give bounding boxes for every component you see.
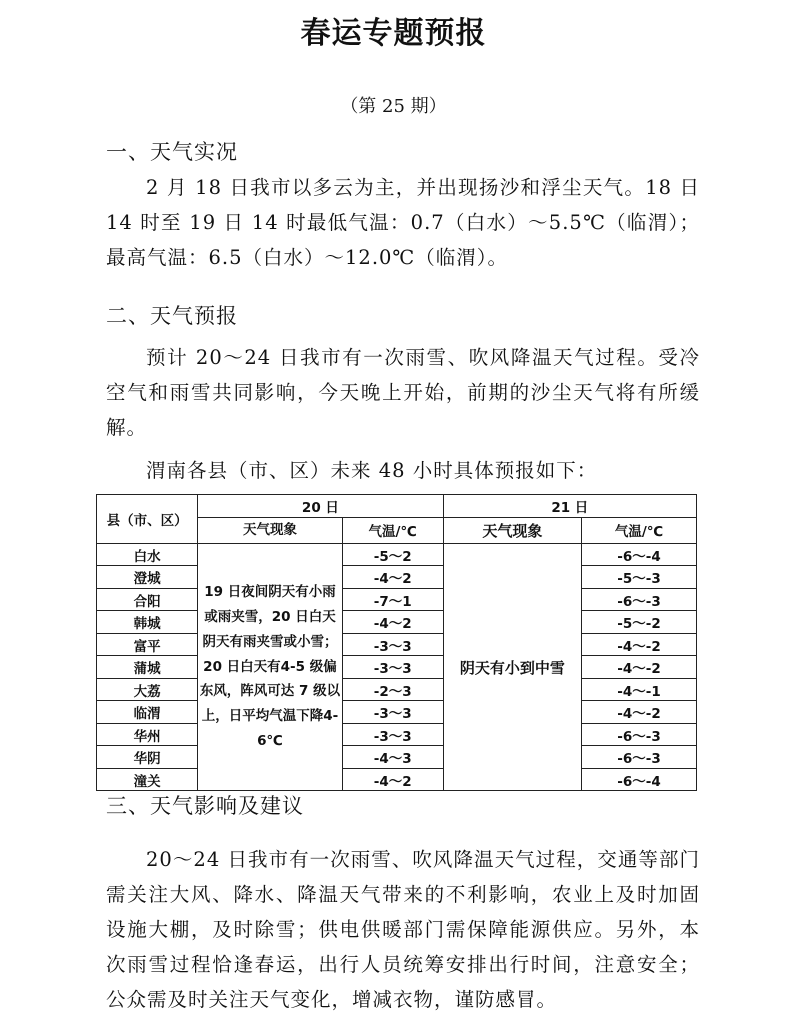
day1-temp-cell: -3～3: [342, 701, 443, 724]
county-header: 县（市、区）: [97, 495, 198, 544]
county-cell: 合阳: [97, 588, 198, 611]
table-row: [97, 701, 697, 724]
county-cell: 华阴: [97, 746, 198, 769]
advice-paragraph: 20～24 日我市有一次雨雪、吹风降温天气过程，交通等部门需关注大风、降水、降温天气带来的不利影响，农业上及时加固设施大棚，及时除雪；供电供暖部门需保障能源供应。另外，本次雨雪过程恰逢春运，出行人员统筹安排出行时间，注意安全；公众需及时关注天气变化，增减衣物，谨防感冒。: [106, 848, 700, 1011]
day2-temp-header: 气温/℃: [582, 518, 697, 544]
day2-phenomenon-header: 天气现象: [443, 518, 581, 544]
table-row: [97, 656, 697, 679]
day1-temp-header: 气温/℃: [342, 518, 443, 544]
day2-temp-cell: -6～-4: [582, 768, 697, 791]
day2-temp-cell: -4～-2: [582, 656, 697, 679]
day1-temp-cell: -3～3: [342, 656, 443, 679]
day1-temp-cell: -4～3: [342, 746, 443, 769]
table-intro: 渭南各县（市、区）未来 48 小时具体预报如下：: [146, 459, 598, 482]
county-cell: 潼关: [97, 768, 198, 791]
table-row: [97, 723, 697, 746]
day1-temp-cell: -4～2: [342, 768, 443, 791]
section-heading-advice: 三、天气影响及建议: [106, 794, 304, 818]
county-cell: 蒲城: [97, 656, 198, 679]
table-row: [97, 678, 697, 701]
day1-temp-cell: -4～2: [342, 566, 443, 589]
day1-header: 20 日: [198, 495, 443, 518]
day2-temp-cell: -6～-4: [582, 543, 697, 566]
day2-temp-cell: -6～-3: [582, 723, 697, 746]
county-cell: 白水: [97, 543, 198, 566]
section-heading-observations: 一、天气实况: [106, 140, 238, 164]
day2-temp-cell: -6～-3: [582, 588, 697, 611]
county-cell: 临渭: [97, 701, 198, 724]
table-row: [97, 588, 697, 611]
day2-header: 21 日: [443, 495, 696, 518]
county-cell: 华州: [97, 723, 198, 746]
forecast-paragraph: 预计 20～24 日我市有一次雨雪、吹风降温天气过程。受冷空气和雨雪共同影响，今天晚上开始，前期的沙尘天气将有所缓解。: [106, 346, 700, 439]
table-header-row: [97, 495, 697, 518]
day1-temp-cell: -2～3: [342, 678, 443, 701]
day1-temp-cell: -7～1: [342, 588, 443, 611]
table-row: [97, 746, 697, 769]
day1-temp-cell: -3～3: [342, 723, 443, 746]
county-cell: 富平: [97, 633, 198, 656]
table-row: [97, 566, 697, 589]
day1-phenomenon-header: 天气现象: [198, 518, 342, 544]
day2-phenomenon-cell: 阴天有小到中雪: [443, 543, 581, 791]
document-title: 春运专题预报: [300, 16, 487, 51]
day2-temp-cell: -5～-3: [582, 566, 697, 589]
day2-temp-cell: -4～-1: [582, 678, 697, 701]
day1-temp-cell: -3～3: [342, 633, 443, 656]
day1-temp-cell: -5～2: [342, 543, 443, 566]
issue-number: （第 25 期）: [340, 96, 447, 117]
day1-temp-cell: -4～2: [342, 611, 443, 634]
day2-temp-cell: -4～-2: [582, 633, 697, 656]
day2-temp-cell: -4～-2: [582, 701, 697, 724]
day2-temp-cell: -5～-2: [582, 611, 697, 634]
observations-paragraph: 2 月 18 日我市以多云为主，并出现扬沙和浮尘天气。18 日 14 时至 19 日 14 时最低气温：0.7（白水）～5.5℃（临渭）；最高气温：6.5（白水）～12.0℃（临渭）。: [106, 176, 700, 269]
table-row: [97, 543, 697, 566]
table-row: [97, 633, 697, 656]
county-cell: 韩城: [97, 611, 198, 634]
day1-phenomenon-cell: 19 日夜间阴天有小雨或雨夹雪，20 日白天阴天有雨夹雪或小雪；20 日白天有4-5 级偏东风，阵风可达 7 级以上，日平均气温下降4-6℃: [198, 543, 342, 791]
county-cell: 澄城: [97, 566, 198, 589]
day2-temp-cell: -6～-3: [582, 746, 697, 769]
table-row: [97, 768, 697, 791]
section-heading-forecast: 二、天气预报: [106, 304, 238, 328]
forecast-table: [96, 494, 697, 791]
table-row: [97, 611, 697, 634]
county-cell: 大荔: [97, 678, 198, 701]
